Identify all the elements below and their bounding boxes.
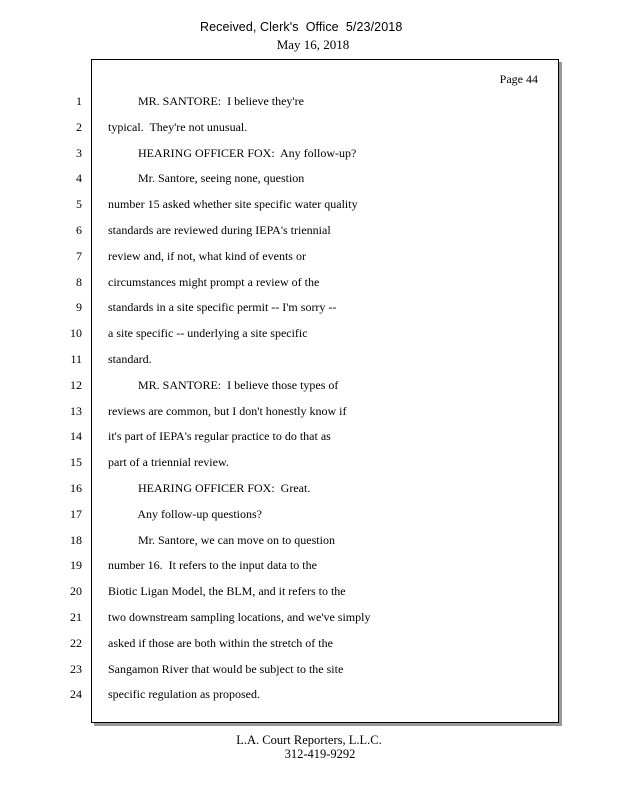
- transcript-date: May 16, 2018: [276, 37, 350, 52]
- received-stamp: Received, Clerk's Office 5/23/2018: [200, 20, 403, 34]
- transcript-line-text: asked if those are both within the stretch of the: [108, 636, 333, 650]
- line-number: 20: [70, 584, 82, 598]
- line-number: 21: [70, 610, 82, 624]
- line-number: 13: [70, 404, 82, 418]
- line-number: 7: [76, 249, 82, 263]
- line-number: 5: [76, 197, 82, 211]
- transcript-line-text: standard.: [108, 352, 152, 366]
- transcript-line-text: Mr. Santore, we can move on to question: [108, 533, 335, 547]
- line-number: 22: [70, 636, 82, 650]
- transcript-line-text: Any follow-up questions?: [108, 507, 262, 521]
- transcript-line-text: part of a triennial review.: [108, 455, 229, 469]
- line-number: 11: [70, 352, 82, 366]
- line-number: 10: [70, 326, 82, 340]
- line-number: 15: [70, 455, 82, 469]
- line-number: 1: [76, 94, 82, 108]
- line-number: 2: [76, 120, 82, 134]
- transcript-line-text: HEARING OFFICER FOX: Any follow-up?: [108, 146, 357, 160]
- transcript-line-text: specific regulation as proposed.: [108, 687, 260, 701]
- line-number: 9: [76, 300, 82, 314]
- transcript-line-text: HEARING OFFICER FOX: Great.: [108, 481, 311, 495]
- transcript-line-text: circumstances might prompt a review of the: [108, 275, 320, 289]
- line-number: 24: [70, 687, 82, 701]
- line-number: 18: [70, 533, 82, 547]
- transcript-line-text: Sangamon River that would be subject to the site: [108, 662, 344, 676]
- transcript-line-text: reviews are common, but I don't honestly know if: [108, 404, 347, 418]
- line-number: 16: [70, 481, 82, 495]
- line-number: 19: [70, 558, 82, 572]
- transcript-line-text: a site specific -- underlying a site specific: [108, 326, 308, 340]
- transcript-line-text: Mr. Santore, seeing none, question: [108, 171, 305, 185]
- line-number: 3: [76, 146, 82, 160]
- transcript-line-text: number 15 asked whether site specific water quality: [108, 197, 358, 211]
- transcript-line-text: standards are reviewed during IEPA's triennial: [108, 223, 331, 237]
- reporter-company: L.A. Court Reporters, L.L.C.: [236, 733, 382, 747]
- transcript-line-text: number 16. It refers to the input data to the: [108, 558, 317, 572]
- transcript-line-text: MR. SANTORE: I believe those types of: [108, 378, 339, 392]
- transcript-line-text: two downstream sampling locations, and we've simply: [108, 610, 371, 624]
- reporter-phone: 312-419-9292: [284, 747, 356, 761]
- transcript-line-text: standards in a site specific permit -- I'm sorry --: [108, 300, 337, 314]
- line-number: 4: [76, 171, 82, 185]
- transcript-line-text: review and, if not, what kind of events or: [108, 249, 306, 263]
- transcript-line-text: it's part of IEPA's regular practice to do that as: [108, 429, 331, 443]
- line-number: 17: [70, 507, 82, 521]
- line-number: 23: [70, 662, 82, 676]
- transcript-line-text: MR. SANTORE: I believe they're: [108, 94, 304, 108]
- transcript-line-text: Biotic Ligan Model, the BLM, and it refers to the: [108, 584, 346, 598]
- line-number: 6: [76, 223, 82, 237]
- transcript-line-text: typical. They're not unusual.: [108, 120, 248, 134]
- line-number: 14: [70, 429, 82, 443]
- page-number: Page 44: [499, 72, 538, 86]
- line-number: 12: [70, 378, 82, 392]
- line-number: 8: [76, 275, 82, 289]
